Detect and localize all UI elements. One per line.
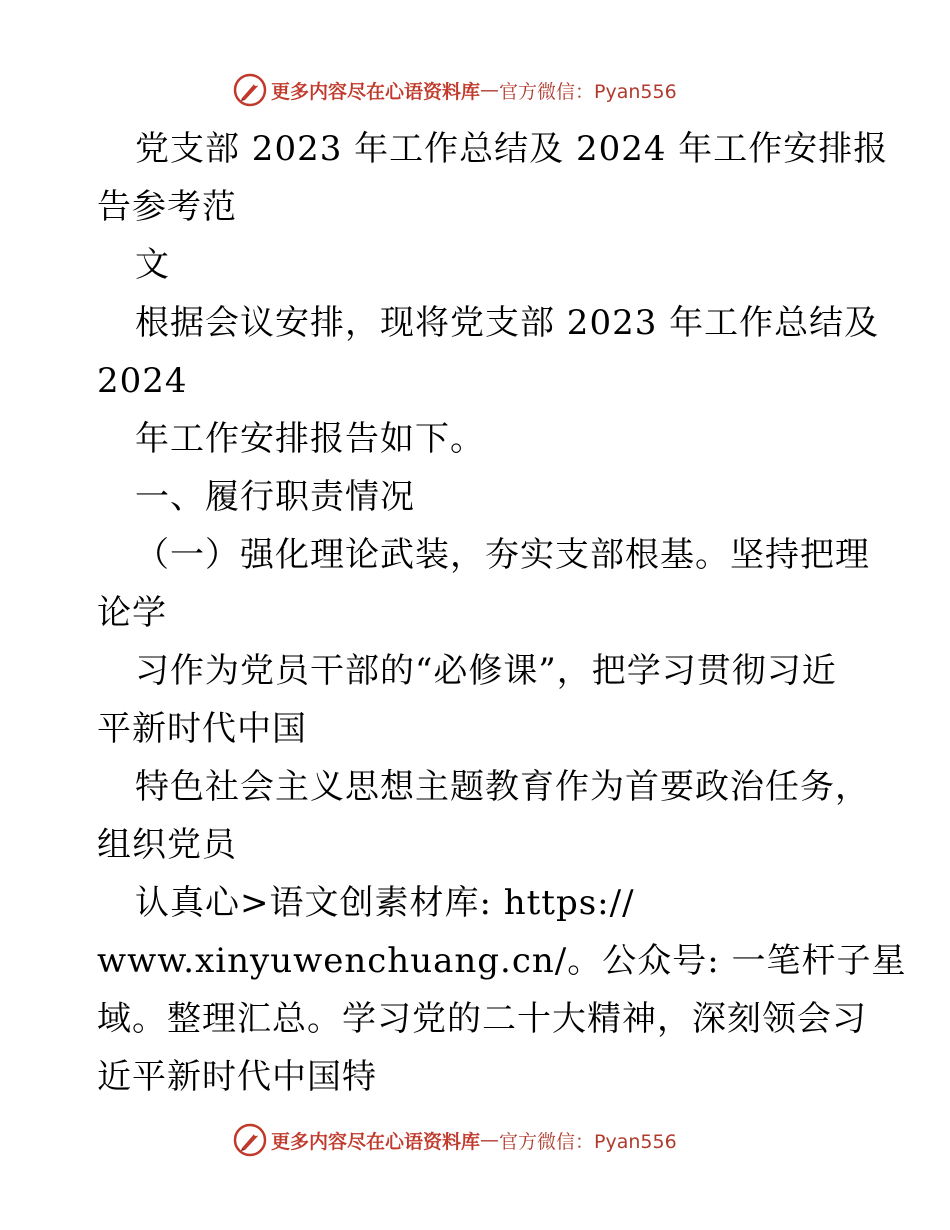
section-heading: 一、履行职责情况 [135, 477, 415, 517]
doc-line: 年工作安排报告如下。 [135, 419, 485, 459]
doc-line: www.xinyuwenchuang.cn/。公众号: 一笔杆子星 [97, 941, 907, 981]
doc-line: 论学 [97, 593, 167, 633]
pen-logo-icon [233, 1123, 267, 1157]
doc-line: 根据会议安排，现将党支部 2023 年工作总结及 [135, 303, 880, 343]
doc-line: 近平新时代中国特 [97, 1057, 377, 1097]
doc-line: 认真心>语文创素材库: https:// [135, 883, 635, 923]
banner-separator: — [480, 1129, 500, 1151]
doc-line: 平新时代中国 [97, 709, 307, 749]
doc-line: 2024 [97, 361, 188, 401]
banner-wechat: 官方微信：Pyan556 [499, 80, 677, 103]
doc-line: （一）强化理论武装，夯实支部根基。坚持把理 [135, 535, 870, 575]
doc-line: 习作为党员干部的“必修课”，把学习贯彻习近 [135, 651, 837, 691]
banner-title: 更多内容尽在心语资料库 [271, 80, 481, 103]
doc-line: 文 [135, 245, 170, 285]
doc-line: 组织党员 [97, 825, 237, 865]
banner-title: 更多内容尽在心语资料库 [271, 1130, 481, 1153]
doc-line: 告参考范 [97, 187, 237, 227]
doc-line: 域。整理汇总。学习党的二十大精神，深刻领会习 [97, 999, 867, 1039]
banner-separator: — [480, 79, 500, 101]
banner-wechat: 官方微信：Pyan556 [499, 1130, 677, 1153]
doc-line: 党支部 2023 年工作总结及 2024 年工作安排报 [135, 129, 889, 169]
pen-logo-icon [233, 73, 267, 107]
header-banner [233, 72, 677, 108]
footer-banner [233, 1122, 677, 1158]
doc-line: 特色社会主义思想主题教育作为首要政治任务， [135, 767, 870, 807]
